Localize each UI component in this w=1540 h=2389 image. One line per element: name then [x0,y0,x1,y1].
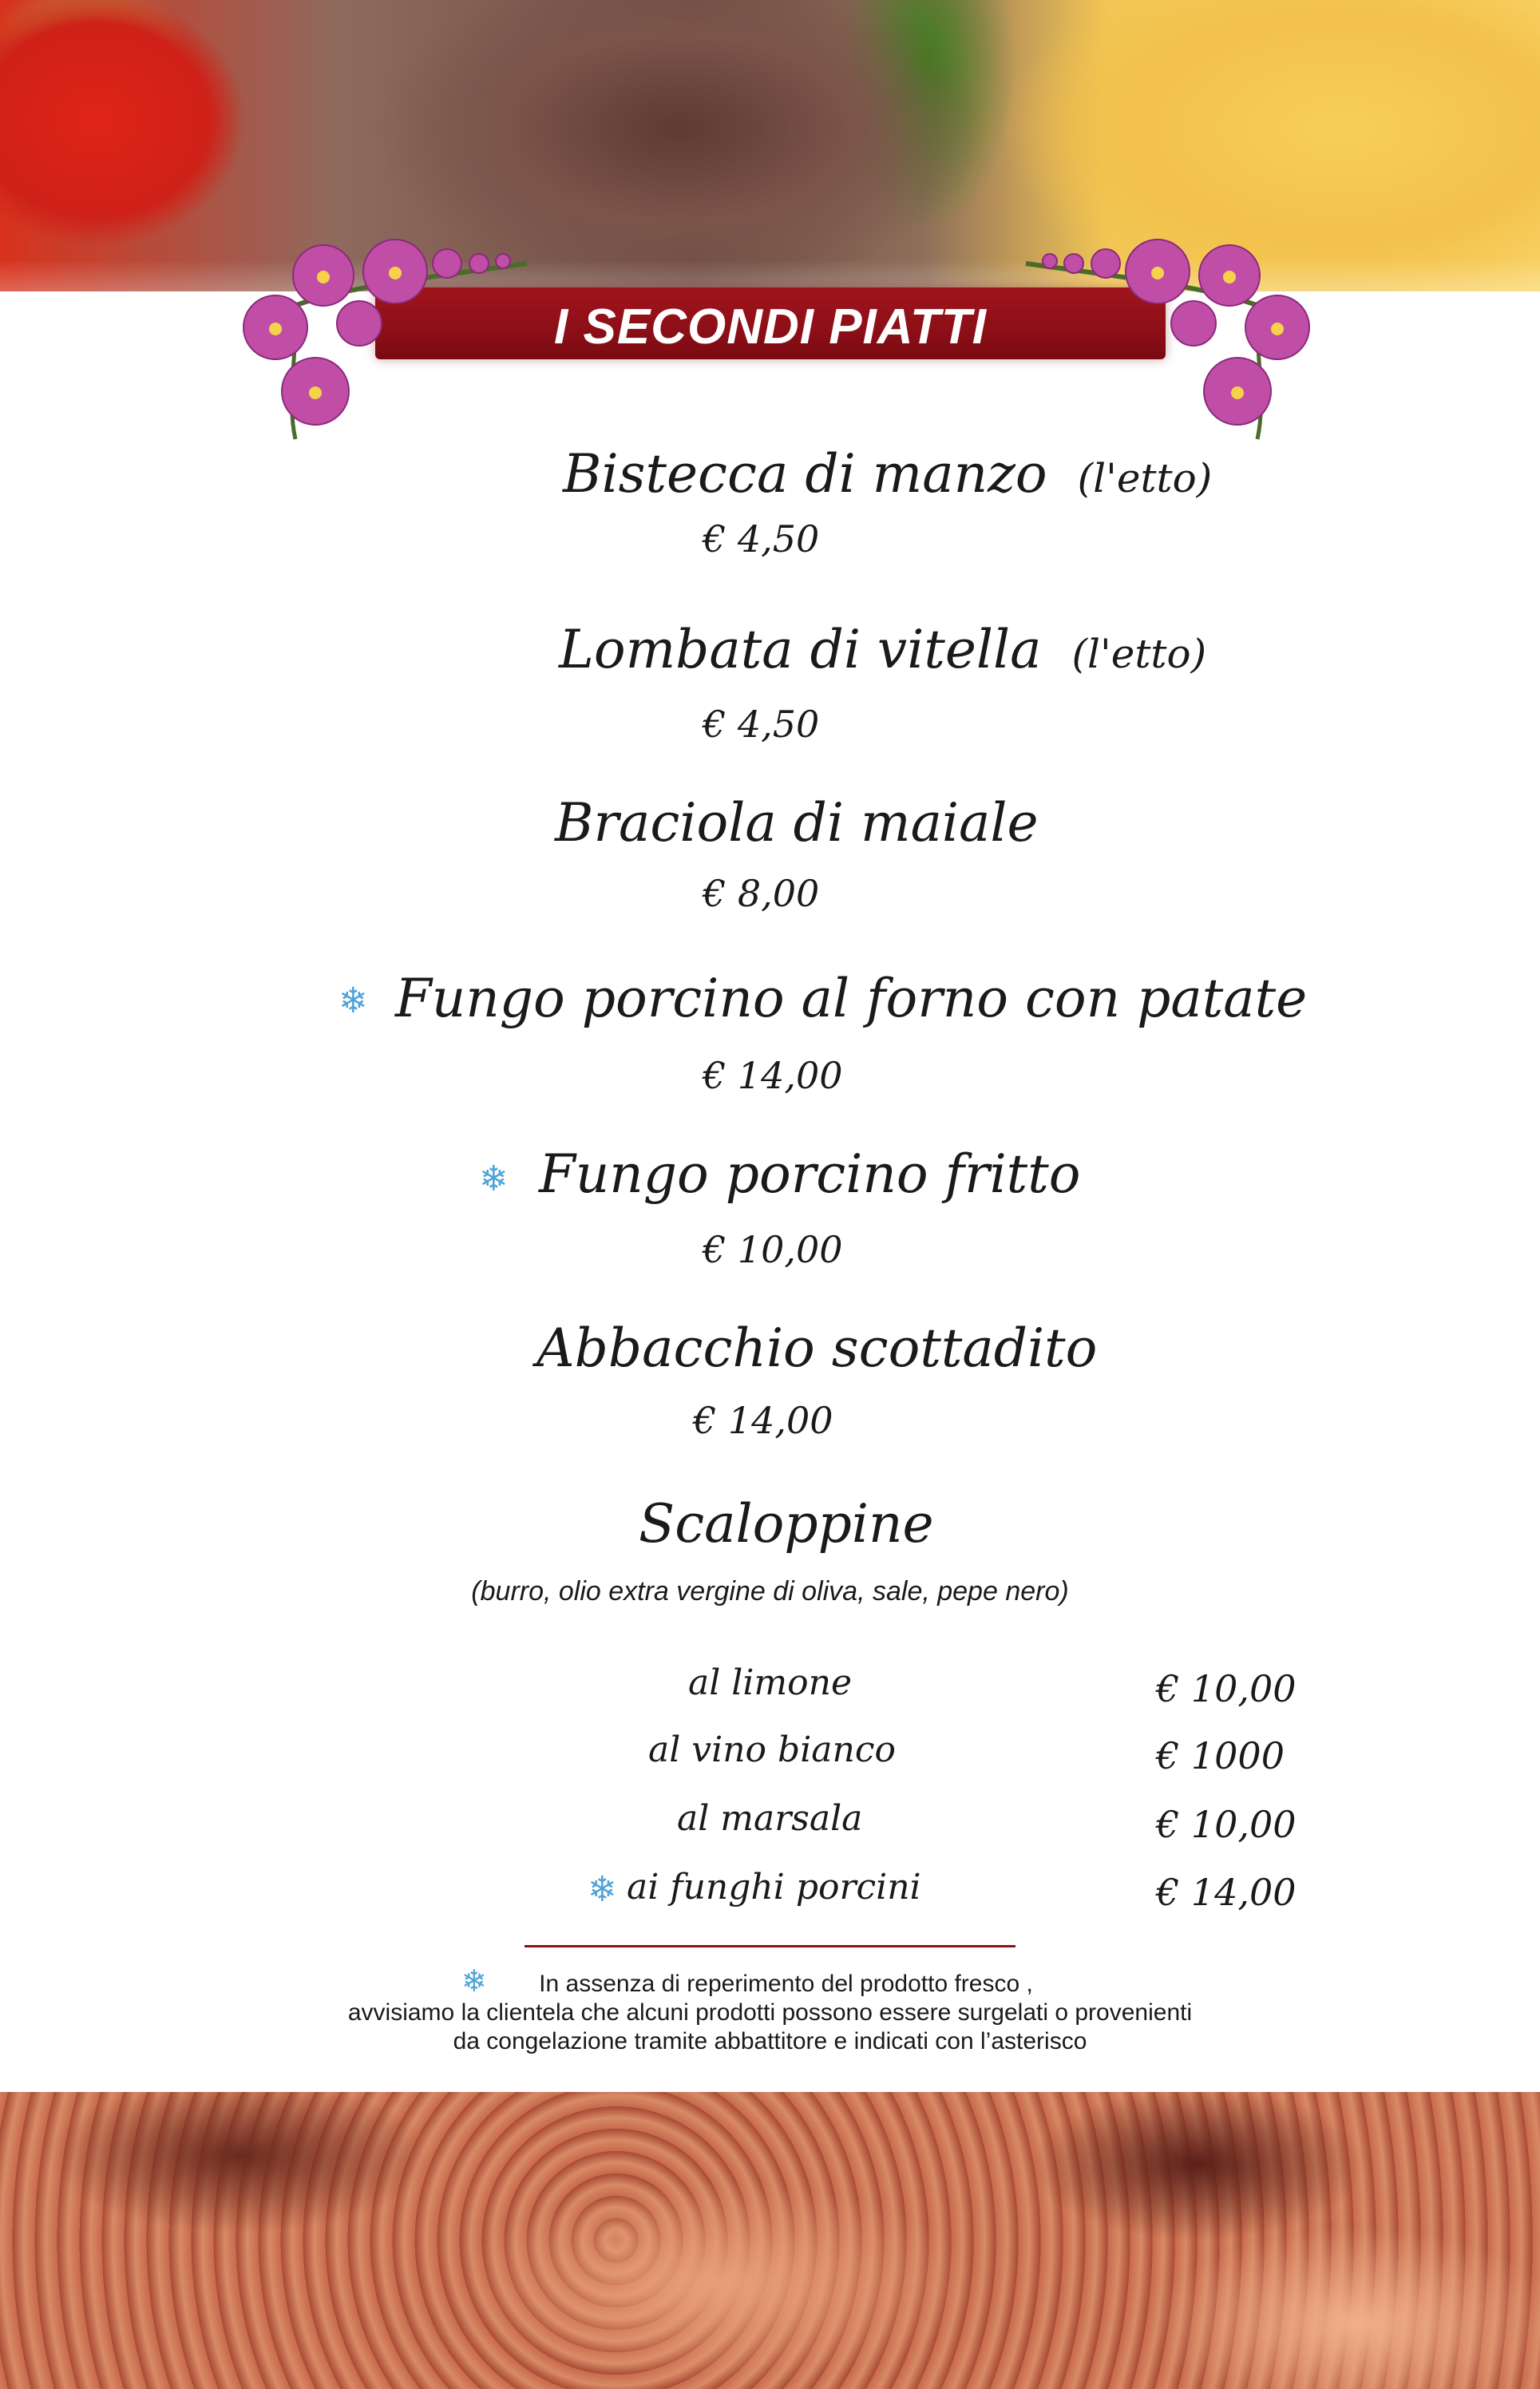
menu-item-price: € 14,00 [703,1054,843,1097]
scaloppine-variant-name: ai funghi porcini [627,1867,921,1908]
menu-item-name [555,792,1039,854]
page-title: I SECONDI PIATTI [554,299,987,355]
footnote-line-3: da congelazione tramite abbattitore e indicati con l’asterisco [453,2028,1087,2054]
snowflake-icon: ❄ [461,1963,487,1999]
scaloppine-variant-price: € 10,00 [1156,1803,1297,1846]
snowflake-icon: ❄ [338,981,368,1021]
divider [525,1945,1015,1947]
snowflake-icon: ❄ [588,1869,617,1910]
scaloppine-subtitle: (burro, olio extra vergine di oliva, sale, pepe nero) [471,1576,1069,1607]
menu-item-label: Abbacchio scottadito [536,1317,1098,1379]
menu-item-label: Scaloppine [639,1493,934,1555]
orchid-left-icon [240,228,543,443]
footnote-line-2: avvisiamo la clientela che alcuni prodotti possono essere surgelati o provenienti [347,1999,1193,2026]
menu-item-label: Fungo porcino fritto [539,1143,1081,1205]
menu-item-label: Fungo porcino al forno con patate [395,968,1308,1029]
scaloppine-variant-price: € 10,00 [1156,1667,1297,1710]
scaloppine-variant-price: € 14,00 [1156,1871,1297,1914]
bottom-food-photo [0,2092,1540,2389]
menu-item-label: Braciola di maiale [555,792,1039,854]
menu-item-note: (l'etto) [1077,455,1213,501]
menu-item-label: Bistecca di manzo [563,443,1047,505]
menu-item-note: (l'etto) [1071,631,1207,677]
scaloppine-variant-name: al vino bianco [648,1729,896,1770]
menu-item-price: € 10,00 [703,1228,843,1271]
menu-item-price: € 8,00 [703,872,820,915]
menu-item-name [559,619,1206,680]
menu-item-price: € 4,50 [703,517,820,561]
scaloppine-variant-name: al marsala [677,1798,863,1839]
scaloppine-variant-price: € 1000 [1156,1734,1285,1777]
snowflake-icon: ❄ [479,1159,509,1199]
menu-item-name [539,1143,1080,1205]
menu-item-name [536,1317,1097,1379]
menu-item-name [563,443,1212,505]
menu-item-label: Lombata di vitella [559,619,1042,680]
orchid-right-icon [1010,228,1313,443]
menu-item-price: € 14,00 [693,1399,833,1442]
footnote-line-1: In assenza di reperimento del prodotto fresco , [539,1971,1033,1997]
menu-item-name [395,968,1307,1029]
menu-item-price: € 4,50 [703,703,820,746]
scaloppine-variant-name: al limone [688,1662,853,1703]
scaloppine-title [639,1493,934,1555]
